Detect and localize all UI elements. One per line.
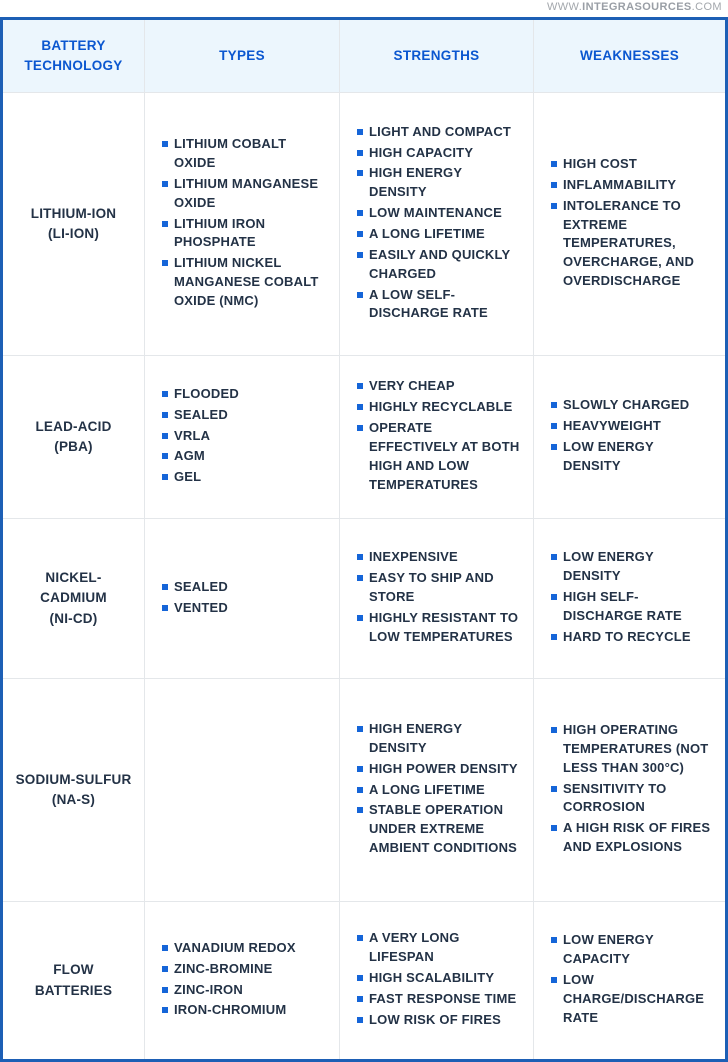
- list-item: [551, 628, 715, 647]
- list-item-text: HIGH COST: [563, 156, 638, 172]
- types-cell: [145, 679, 340, 902]
- bullet-square-icon: [162, 181, 168, 187]
- technology-name: NICKEL-CADMIUM: [40, 570, 107, 606]
- bullet-square-icon: [162, 584, 168, 590]
- list-item-text: SEALED: [174, 406, 228, 422]
- bullet-square-icon: [357, 1017, 363, 1023]
- bullet-square-icon: [551, 444, 557, 450]
- bullet-square-icon: [551, 203, 557, 209]
- bullet-square-icon: [162, 987, 168, 993]
- weaknesses-list: [551, 931, 715, 1027]
- bullet-square-icon: [551, 727, 557, 733]
- list-item-text: SEALED: [174, 578, 228, 594]
- weaknesses-cell: [534, 679, 727, 902]
- strengths-cell: [340, 902, 534, 1061]
- table-row: [2, 902, 727, 1061]
- bullet-square-icon: [357, 383, 363, 389]
- bullet-square-icon: [357, 292, 363, 298]
- technology-name: FLOW BATTERIES: [34, 962, 113, 998]
- list-item-text: LITHIUM COBALT OXIDE: [174, 136, 287, 171]
- list-item-text: HIGH OPERATING TEMPERATURES (NOT LESS THAN 300°C): [563, 722, 709, 775]
- list-item: [357, 969, 523, 988]
- bullet-square-icon: [357, 425, 363, 431]
- technology-cell: [2, 356, 145, 519]
- list-item: [162, 939, 329, 958]
- column-header-weaknesses: WEAKNESSES: [534, 19, 727, 93]
- bullet-square-icon: [551, 634, 557, 640]
- technology-cell: [2, 902, 145, 1061]
- strengths-cell: [340, 356, 534, 519]
- bullet-square-icon: [162, 453, 168, 459]
- bullet-square-icon: [551, 182, 557, 188]
- bullet-square-icon: [162, 605, 168, 611]
- watermark-suffix: .COM: [691, 1, 722, 13]
- list-item: [551, 588, 715, 626]
- bullet-square-icon: [162, 945, 168, 951]
- list-item-text: EASILY AND QUICKLY CHARGED: [369, 246, 511, 281]
- bullet-square-icon: [162, 141, 168, 147]
- bullet-square-icon: [162, 474, 168, 480]
- weaknesses-list: [551, 721, 715, 857]
- list-item-text: FAST RESPONSE TIME: [369, 990, 517, 1006]
- list-item: [162, 1001, 329, 1020]
- list-item-text: OPERATE EFFECTIVELY AT BOTH HIGH AND LOW TEMPERATURES: [369, 420, 520, 492]
- list-item: [551, 548, 715, 586]
- list-item: [357, 377, 523, 396]
- bullet-square-icon: [357, 935, 363, 941]
- list-item: [551, 417, 715, 436]
- bullet-square-icon: [357, 231, 363, 237]
- strengths-cell: [340, 93, 534, 356]
- table-row: [2, 519, 727, 679]
- list-item-text: HEAVYWEIGHT: [563, 418, 662, 434]
- table-row: [2, 93, 727, 356]
- list-item: [357, 990, 523, 1009]
- types-list: [162, 939, 329, 1020]
- list-item-text: INEXPENSIVE: [369, 549, 458, 565]
- bullet-square-icon: [162, 391, 168, 397]
- list-item-text: INTOLERANCE TO EXTREME TEMPERATURES, OVERCHARGE, AND OVERDISCHARGE: [563, 197, 695, 289]
- list-item: [357, 801, 523, 858]
- list-item-text: LOW RISK OF FIRES: [369, 1011, 501, 1027]
- list-item-text: LOW ENERGY CAPACITY: [563, 932, 654, 967]
- bullet-square-icon: [551, 594, 557, 600]
- list-item: [357, 419, 523, 494]
- types-list: [162, 385, 329, 487]
- watermark: [547, 1, 722, 13]
- list-item-text: LOW CHARGE/DISCHARGE RATE: [563, 972, 705, 1025]
- list-item: [551, 396, 715, 415]
- list-item-text: LIGHT AND COMPACT: [369, 123, 512, 139]
- list-item-text: LITHIUM IRON PHOSPHATE: [174, 215, 266, 250]
- list-item-text: LOW ENERGY DENSITY: [563, 439, 654, 473]
- bullet-square-icon: [357, 554, 363, 560]
- weaknesses-cell: [534, 93, 727, 356]
- bullet-square-icon: [357, 975, 363, 981]
- list-item: [162, 578, 329, 597]
- battery-comparison-table: [0, 17, 728, 1062]
- list-item: [162, 175, 329, 213]
- weaknesses-list: [551, 548, 715, 646]
- header-row: [2, 19, 727, 93]
- bullet-square-icon: [551, 554, 557, 560]
- list-item: [551, 971, 715, 1028]
- list-item: [357, 144, 523, 163]
- column-header-strengths: STRENGTHS: [340, 19, 534, 93]
- technology-name: LEAD-ACID: [35, 418, 112, 434]
- technology-abbr: (PBA): [54, 439, 93, 454]
- list-item: [551, 197, 715, 291]
- bullet-square-icon: [162, 966, 168, 972]
- list-item: [551, 438, 715, 476]
- list-item-text: A HIGH RISK OF FIRES AND EXPLOSIONS: [563, 820, 711, 855]
- types-list: [162, 578, 329, 618]
- weaknesses-list: [551, 155, 715, 291]
- bullet-square-icon: [551, 937, 557, 943]
- list-item: [357, 246, 523, 284]
- list-item: [162, 447, 329, 466]
- list-item-text: HIGH POWER DENSITY: [369, 760, 518, 776]
- technology-abbr: (NA-S): [51, 792, 96, 807]
- weaknesses-cell: [534, 902, 727, 1061]
- bullet-square-icon: [357, 252, 363, 258]
- list-item: [357, 781, 523, 800]
- list-item-text: HIGHLY RESISTANT TO LOW TEMPERATURES: [369, 609, 519, 644]
- types-list: [162, 135, 329, 311]
- strengths-list: [357, 123, 523, 323]
- list-item-text: A VERY LONG LIFESPAN: [369, 930, 460, 965]
- list-item: [357, 609, 523, 647]
- table-row: [2, 679, 727, 902]
- technology-cell: [2, 519, 145, 679]
- list-item: [162, 135, 329, 173]
- list-item-text: HIGH ENERGY DENSITY: [369, 165, 462, 200]
- list-item: [162, 215, 329, 253]
- bullet-square-icon: [357, 726, 363, 732]
- strengths-list: [357, 377, 523, 494]
- list-item: [357, 548, 523, 567]
- list-item: [357, 398, 523, 417]
- list-item-text: LITHIUM NICKEL MANGANESE COBALT OXIDE (NMC): [174, 255, 319, 308]
- bullet-square-icon: [162, 412, 168, 418]
- list-item: [357, 720, 523, 758]
- bullet-square-icon: [357, 150, 363, 156]
- list-item: [357, 569, 523, 607]
- list-item-text: HIGH ENERGY DENSITY: [369, 721, 462, 755]
- list-item: [357, 204, 523, 223]
- list-item-text: VERY CHEAP: [369, 378, 455, 394]
- list-item: [357, 929, 523, 967]
- weaknesses-cell: [534, 356, 727, 519]
- list-item-text: A LOW SELF-DISCHARGE RATE: [369, 286, 488, 321]
- bullet-square-icon: [162, 221, 168, 227]
- list-item: [551, 931, 715, 969]
- list-item: [357, 286, 523, 324]
- list-item: [357, 164, 523, 202]
- list-item: [551, 819, 715, 857]
- list-item: [162, 468, 329, 487]
- weaknesses-list: [551, 396, 715, 475]
- list-item: [162, 960, 329, 979]
- strengths-list: [357, 548, 523, 646]
- list-item-text: INFLAMMABILITY: [563, 176, 677, 192]
- technology-name: LITHIUM-ION: [30, 205, 117, 221]
- list-item: [162, 254, 329, 311]
- types-cell: [145, 902, 340, 1061]
- list-item: [551, 176, 715, 195]
- list-item-text: HIGHLY RECYCLABLE: [369, 399, 513, 415]
- bullet-square-icon: [357, 615, 363, 621]
- list-item-text: VANADIUM REDOX: [174, 939, 296, 955]
- table-row: [2, 356, 727, 519]
- list-item: [551, 780, 715, 818]
- list-item: [162, 599, 329, 618]
- list-item-text: LOW ENERGY DENSITY: [563, 549, 654, 584]
- list-item: [357, 123, 523, 142]
- list-item-text: IRON-CHROMIUM: [174, 1002, 287, 1018]
- bullet-square-icon: [551, 825, 557, 831]
- list-item: [357, 225, 523, 244]
- technology-abbr: (NI-CD): [49, 610, 98, 626]
- types-cell: [145, 93, 340, 356]
- list-item: [162, 981, 329, 1000]
- types-cell: [145, 519, 340, 679]
- column-header-battery-technology: BATTERY TECHNOLOGY: [2, 19, 145, 93]
- bullet-square-icon: [357, 575, 363, 581]
- list-item-text: STABLE OPERATION UNDER EXTREME AMBIENT CONDITIONS: [369, 802, 518, 856]
- column-header-types: TYPES: [145, 19, 340, 93]
- bullet-square-icon: [162, 433, 168, 439]
- technology-abbr: (LI-ION): [47, 226, 100, 241]
- technology-name: SODIUM-SULFUR: [15, 771, 132, 787]
- list-item: [162, 406, 329, 425]
- list-item-text: EASY TO SHIP AND STORE: [369, 570, 494, 605]
- list-item-text: HIGH CAPACITY: [369, 144, 474, 160]
- bullet-square-icon: [357, 170, 363, 176]
- list-item-text: HIGH SELF-DISCHARGE RATE: [563, 589, 682, 623]
- watermark-prefix: WWW.: [546, 1, 583, 13]
- list-item: [357, 1011, 523, 1030]
- strengths-cell: [340, 679, 534, 902]
- strengths-cell: [340, 519, 534, 679]
- list-item: [162, 427, 329, 446]
- list-item-text: VRLA: [174, 427, 211, 443]
- list-item-text: AGM: [174, 448, 205, 464]
- list-item-text: HARD TO RECYCLE: [563, 628, 691, 644]
- list-item: [551, 721, 715, 778]
- list-item-text: A LONG LIFETIME: [369, 781, 485, 797]
- technology-cell: [2, 679, 145, 902]
- list-item-text: LITHIUM MANGANESE OXIDE: [174, 175, 319, 210]
- watermark-brand: INTEGRASOURCES: [582, 1, 692, 13]
- strengths-list: [357, 929, 523, 1029]
- bullet-square-icon: [551, 786, 557, 792]
- list-item: [162, 385, 329, 404]
- weaknesses-cell: [534, 519, 727, 679]
- list-item-text: SLOWLY CHARGED: [563, 397, 690, 413]
- list-item-text: SENSITIVITY TO CORROSION: [563, 780, 667, 815]
- bullet-square-icon: [357, 404, 363, 410]
- bullet-square-icon: [357, 787, 363, 793]
- list-item-text: ZINC-IRON: [174, 981, 243, 997]
- types-cell: [145, 356, 340, 519]
- list-item-text: ZINC-BROMINE: [174, 960, 273, 976]
- list-item-text: HIGH SCALABILITY: [369, 970, 495, 986]
- list-item-text: FLOODED: [174, 385, 239, 401]
- bullet-square-icon: [551, 161, 557, 167]
- bullet-square-icon: [357, 129, 363, 135]
- list-item: [357, 760, 523, 779]
- strengths-list: [357, 720, 523, 858]
- bullet-square-icon: [162, 1007, 168, 1013]
- bullet-square-icon: [357, 996, 363, 1002]
- list-item-text: LOW MAINTENANCE: [369, 205, 502, 221]
- bullet-square-icon: [551, 423, 557, 429]
- bullet-square-icon: [551, 402, 557, 408]
- list-item-text: GEL: [174, 469, 202, 485]
- bullet-square-icon: [162, 260, 168, 266]
- bullet-square-icon: [357, 766, 363, 772]
- list-item-text: VENTED: [174, 599, 228, 615]
- technology-cell: [2, 93, 145, 356]
- bullet-square-icon: [357, 807, 363, 813]
- list-item: [551, 155, 715, 174]
- bullet-square-icon: [551, 977, 557, 983]
- bullet-square-icon: [357, 210, 363, 216]
- list-item-text: A LONG LIFETIME: [369, 226, 485, 241]
